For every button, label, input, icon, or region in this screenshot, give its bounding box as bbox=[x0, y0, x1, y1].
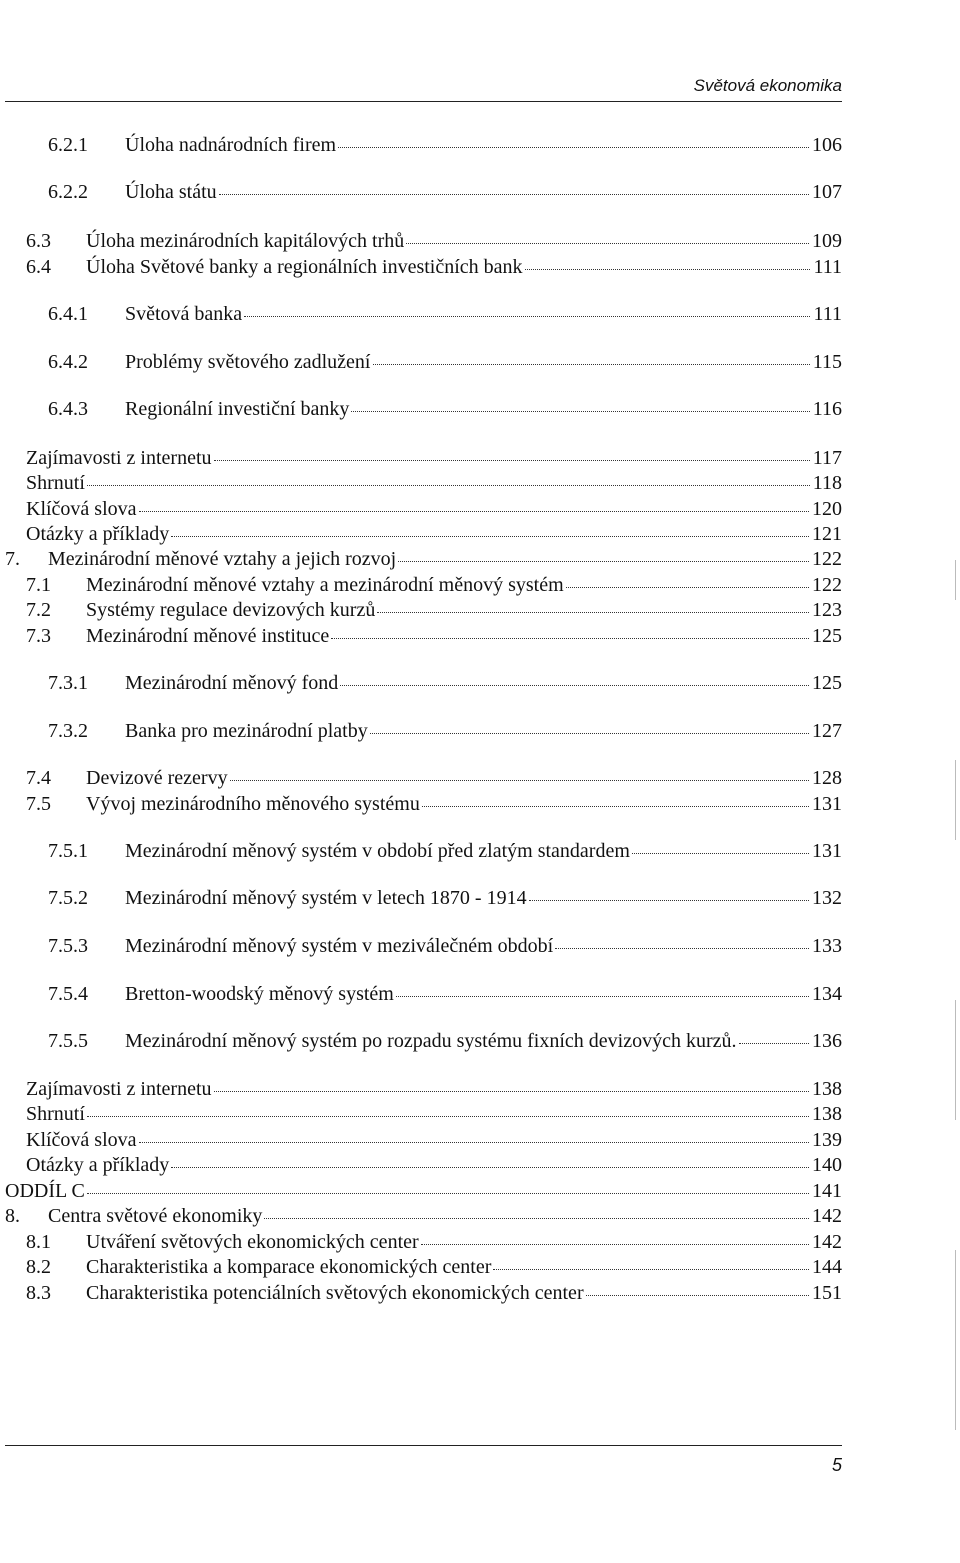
toc-entry-page: 125 bbox=[812, 672, 842, 694]
dot-leader bbox=[632, 853, 809, 854]
toc-entry-page: 123 bbox=[812, 599, 842, 621]
toc-entry-page: 120 bbox=[812, 498, 842, 520]
toc-entry bbox=[26, 255, 842, 279]
toc-entry-title: Mezinárodní měnový fond bbox=[125, 672, 339, 694]
toc-entry-page: 131 bbox=[812, 840, 842, 862]
toc-entry-title: Úloha Světové banky a regionálních investičních bank bbox=[86, 256, 523, 278]
dot-leader bbox=[529, 900, 809, 901]
toc-entry-title: Mezinárodní měnové instituce bbox=[86, 625, 330, 647]
toc-entry-title: Problémy světového zadlužení bbox=[125, 351, 371, 373]
dot-leader bbox=[331, 638, 809, 639]
dot-leader bbox=[87, 485, 810, 486]
toc-entry bbox=[26, 1077, 842, 1101]
dot-leader bbox=[230, 780, 809, 781]
toc-entry-title: Mezinárodní měnové vztahy a mezinárodní měnový systém bbox=[86, 574, 564, 596]
toc-entry-title: Zajímavosti z internetu bbox=[26, 1078, 212, 1100]
toc-entry bbox=[26, 766, 842, 790]
toc-entry-title: Klíčová slova bbox=[26, 498, 137, 520]
toc-entry-number: 8.3 bbox=[26, 1282, 51, 1304]
toc-entry bbox=[26, 598, 842, 622]
toc-entry-page: 144 bbox=[812, 1256, 842, 1278]
toc-entry bbox=[26, 792, 842, 816]
toc-entry-title: Banka pro mezinárodní platby bbox=[125, 720, 368, 742]
toc-entry bbox=[48, 133, 842, 157]
toc-entry-title: Devizové rezervy bbox=[86, 767, 228, 789]
dot-leader bbox=[139, 1142, 809, 1143]
toc-entry-number: 6.2.1 bbox=[48, 134, 88, 156]
toc-entry-title: Charakteristika a komparace ekonomických center bbox=[86, 1256, 492, 1278]
dot-leader bbox=[739, 1043, 809, 1044]
dot-leader bbox=[244, 316, 810, 317]
toc-entry-page: 138 bbox=[812, 1103, 842, 1125]
toc-entry-number: 6.3 bbox=[26, 230, 51, 252]
toc-entry-page: 151 bbox=[812, 1282, 842, 1304]
toc-entry-number: 6.4 bbox=[26, 256, 51, 278]
dot-leader bbox=[171, 536, 809, 537]
toc-entry-title: Mezinárodní měnové vztahy a jejich rozvoj bbox=[48, 548, 397, 570]
dot-leader bbox=[406, 243, 809, 244]
toc-entry bbox=[48, 886, 842, 910]
toc-entry-page: 131 bbox=[812, 793, 842, 815]
toc-entry-title: Otázky a příklady bbox=[26, 1154, 170, 1176]
page-number: 5 bbox=[831, 1455, 842, 1475]
running-title: Světová ekonomika bbox=[693, 76, 842, 95]
toc-entry bbox=[26, 497, 842, 521]
toc-entry-page: 109 bbox=[812, 230, 842, 252]
footer-rule bbox=[5, 1445, 842, 1446]
toc-entry-number: 8.2 bbox=[26, 1256, 51, 1278]
dot-leader bbox=[87, 1116, 809, 1117]
toc-entry bbox=[48, 839, 842, 863]
toc-entry-number: 6.4.3 bbox=[48, 398, 88, 420]
toc-entry-number: 6.2.2 bbox=[48, 181, 88, 203]
toc-entry-page: 111 bbox=[813, 303, 842, 325]
toc-entry bbox=[26, 1102, 842, 1126]
toc-entry-page: 140 bbox=[812, 1154, 842, 1176]
toc-entry-number: 7.3.2 bbox=[48, 720, 88, 742]
toc-entry bbox=[26, 229, 842, 253]
toc-entry-page: 134 bbox=[812, 983, 842, 1005]
toc-entry bbox=[26, 1230, 842, 1254]
dot-leader bbox=[87, 1193, 809, 1194]
dot-leader bbox=[377, 612, 809, 613]
toc-entry-title: Regionální investiční banky bbox=[125, 398, 350, 420]
toc-entry bbox=[26, 1153, 842, 1177]
toc-entry-title: Otázky a příklady bbox=[26, 523, 170, 545]
toc-entry-page: 136 bbox=[812, 1030, 842, 1052]
toc-entry bbox=[26, 624, 842, 648]
toc-entry-number: 7.3.1 bbox=[48, 672, 88, 694]
toc-entry bbox=[48, 719, 842, 743]
toc-entry-title: Bretton-woodský měnový systém bbox=[125, 983, 394, 1005]
dot-leader bbox=[586, 1295, 809, 1296]
toc-entry bbox=[48, 180, 842, 204]
toc-entry-page: 117 bbox=[812, 447, 842, 469]
toc-entry-page: 107 bbox=[812, 181, 842, 203]
toc-entry bbox=[5, 547, 842, 571]
toc-entry bbox=[48, 671, 842, 695]
toc-entry-title: Úloha mezinárodních kapitálových trhů bbox=[86, 230, 405, 252]
dot-leader bbox=[566, 587, 809, 588]
toc-entry-page: 106 bbox=[812, 134, 842, 156]
toc-entry bbox=[26, 573, 842, 597]
dot-leader bbox=[139, 511, 809, 512]
toc-entry-number: 7.1 bbox=[26, 574, 51, 596]
toc-entry-page: 128 bbox=[812, 767, 842, 789]
toc-entry-page: 133 bbox=[812, 935, 842, 957]
toc-entry-page: 125 bbox=[812, 625, 842, 647]
dot-leader bbox=[171, 1167, 809, 1168]
toc-entry-title: Zajímavosti z internetu bbox=[26, 447, 212, 469]
toc-entry-page: 142 bbox=[812, 1231, 842, 1253]
scan-edge-mark bbox=[955, 1000, 956, 1120]
toc-entry-title: Centra světové ekonomiky bbox=[48, 1205, 263, 1227]
toc-entry bbox=[48, 1029, 842, 1053]
toc-entry-number: 7.5 bbox=[26, 793, 51, 815]
toc-entry-page: 111 bbox=[813, 256, 842, 278]
toc-entry bbox=[48, 934, 842, 958]
dot-leader bbox=[398, 561, 809, 562]
toc-entry-page: 127 bbox=[812, 720, 842, 742]
dot-leader bbox=[493, 1269, 809, 1270]
toc-entry-number: 8.1 bbox=[26, 1231, 51, 1253]
toc-entry-page: 138 bbox=[812, 1078, 842, 1100]
toc-entry-number: 7.5.2 bbox=[48, 887, 88, 909]
toc-entry bbox=[5, 1179, 842, 1203]
toc-entry bbox=[26, 1128, 842, 1152]
toc-entry-title: Mezinárodní měnový systém v letech 1870 - 1914 bbox=[125, 887, 527, 909]
toc-entry-number: 7.5.5 bbox=[48, 1030, 88, 1052]
scan-edge-mark bbox=[955, 1250, 956, 1430]
toc-entry bbox=[26, 471, 842, 495]
dot-leader bbox=[396, 996, 809, 997]
toc-entry-number: 7. bbox=[5, 548, 20, 570]
toc-entry-title: Mezinárodní měnový systém v meziválečném období bbox=[125, 935, 554, 957]
dot-leader bbox=[340, 685, 809, 686]
toc-entry-page: 132 bbox=[812, 887, 842, 909]
dot-leader bbox=[219, 194, 809, 195]
toc-entry bbox=[26, 1281, 842, 1305]
toc-entry-title: Systémy regulace devizových kurzů bbox=[86, 599, 376, 621]
toc-entry bbox=[48, 350, 842, 374]
toc-entry bbox=[5, 1204, 842, 1228]
toc-entry-title: Charakteristika potenciálních světových ekonomických center bbox=[86, 1282, 584, 1304]
toc-entry-page: 139 bbox=[812, 1129, 842, 1151]
toc-entry-number: 7.2 bbox=[26, 599, 51, 621]
dot-leader bbox=[373, 364, 810, 365]
dot-leader bbox=[214, 460, 810, 461]
dot-leader bbox=[421, 1244, 809, 1245]
toc-entry-page: 116 bbox=[812, 398, 842, 420]
toc-entry-page: 115 bbox=[812, 351, 842, 373]
toc-entry bbox=[48, 982, 842, 1006]
dot-leader bbox=[555, 948, 809, 949]
toc-entry-number: 8. bbox=[5, 1205, 20, 1227]
toc-entry-page: 121 bbox=[812, 523, 842, 545]
dot-leader bbox=[525, 269, 811, 270]
toc-entry-title: Shrnutí bbox=[26, 1103, 85, 1125]
toc-entry-number: 7.4 bbox=[26, 767, 51, 789]
dot-leader bbox=[214, 1091, 810, 1092]
toc-entry-number: 6.4.2 bbox=[48, 351, 88, 373]
scan-edge-mark bbox=[955, 760, 956, 840]
toc-entry-title: ODDÍL C bbox=[5, 1180, 85, 1202]
toc-entry-page: 122 bbox=[812, 548, 842, 570]
toc-entry bbox=[26, 446, 842, 470]
toc-entry bbox=[48, 397, 842, 421]
toc-entry-title: Úloha nadnárodních firem bbox=[125, 134, 337, 156]
toc-entry-title: Shrnutí bbox=[26, 472, 85, 494]
scan-edge-mark bbox=[955, 560, 956, 600]
toc-entry-title: Klíčová slova bbox=[26, 1129, 137, 1151]
dot-leader bbox=[422, 806, 809, 807]
toc-entry-title: Mezinárodní měnový systém po rozpadu systému fixních devizových kurzů. bbox=[125, 1030, 737, 1052]
toc-entry-title: Úloha státu bbox=[125, 181, 217, 203]
toc-entry-title: Vývoj mezinárodního měnového systému bbox=[86, 793, 420, 815]
dot-leader bbox=[370, 733, 809, 734]
toc-entry-number: 7.5.1 bbox=[48, 840, 88, 862]
toc-entry-number: 6.4.1 bbox=[48, 303, 88, 325]
dot-leader bbox=[351, 411, 809, 412]
toc-entry-page: 122 bbox=[812, 574, 842, 596]
toc-entry-page: 118 bbox=[812, 472, 842, 494]
dot-leader bbox=[264, 1218, 809, 1219]
toc-entry bbox=[26, 522, 842, 546]
toc-entry bbox=[48, 302, 842, 326]
toc-entry-title: Mezinárodní měnový systém v období před zlatým standardem bbox=[125, 840, 630, 862]
toc-entry-title: Světová banka bbox=[125, 303, 243, 325]
toc-entry-number: 7.5.3 bbox=[48, 935, 88, 957]
toc-entry-number: 7.3 bbox=[26, 625, 51, 647]
toc-entry-title: Utváření světových ekonomických center bbox=[86, 1231, 419, 1253]
toc-entry-page: 142 bbox=[812, 1205, 842, 1227]
toc-entry bbox=[26, 1255, 842, 1279]
toc-entry-page: 141 bbox=[812, 1180, 842, 1202]
toc-entry-number: 7.5.4 bbox=[48, 983, 88, 1005]
dot-leader bbox=[338, 147, 809, 148]
